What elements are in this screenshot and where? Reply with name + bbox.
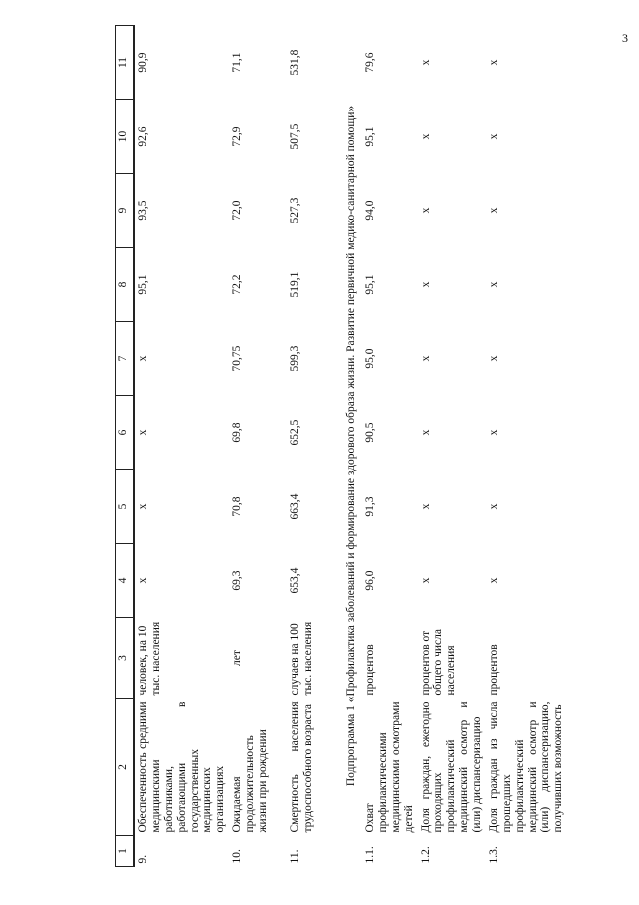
value-cell: х <box>419 207 432 214</box>
row-number: 1.3. <box>487 846 500 864</box>
value-cell: х <box>137 355 149 362</box>
value-cell: х <box>419 281 432 288</box>
value-cell: 72,2 <box>231 274 244 295</box>
subprogram-title: Подпрограмма 1 «Профилактика заболеваний и формирование здорового образа жизни. Развитие первичной медико-санитарной помощи» <box>345 105 358 787</box>
subprogram-heading-row <box>341 26 362 867</box>
table-row <box>229 26 287 867</box>
value-cell: 652,5 <box>289 419 302 446</box>
column-number: 1 <box>116 836 135 867</box>
row-number: 1.1. <box>364 846 376 864</box>
value-cell: 94,0 <box>364 200 376 221</box>
value-cell: х <box>487 59 500 66</box>
column-number: 8 <box>116 248 135 322</box>
row-number: 10. <box>231 849 244 864</box>
table-row <box>362 26 418 867</box>
unit: процентов <box>364 644 376 696</box>
indicator-name: Доля граждан, ежегодно проходящих профилактический медицинский осмотр и (или) диспансеризацию <box>419 701 483 833</box>
value-cell: 527,3 <box>289 197 302 224</box>
unit: лет <box>231 650 244 666</box>
unit: процентов от общего числа населения <box>419 628 458 696</box>
value-cell: 90,9 <box>137 52 149 73</box>
value-cell: 599,3 <box>289 345 302 372</box>
indicators-table <box>115 25 567 867</box>
unit: человек, на 10 тыс. населения <box>137 621 162 696</box>
indicator-name: Охват профилактическими медицинскими осмотрами детей <box>364 701 415 833</box>
value-cell: х <box>137 429 149 436</box>
table-row <box>287 26 341 867</box>
page-number: 3 <box>622 31 628 45</box>
value-cell: 72,9 <box>231 126 244 147</box>
value-cell: 663,4 <box>289 493 302 520</box>
value-cell: 72,0 <box>231 200 244 221</box>
unit: случаев на 100 тыс. населения <box>289 621 314 696</box>
row-number: 9. <box>137 854 149 864</box>
table-row <box>134 26 229 867</box>
value-cell: х <box>419 429 432 436</box>
table-row <box>486 26 567 867</box>
value-cell: х <box>487 355 500 362</box>
value-cell: х <box>487 503 500 510</box>
value-cell: 90,5 <box>364 422 376 443</box>
value-cell: 79,6 <box>364 52 376 73</box>
value-cell: 93,5 <box>137 200 149 221</box>
value-cell: х <box>419 355 432 362</box>
value-cell: 91,3 <box>364 496 376 517</box>
indicator-name: Смертность населения трудоспособного возраста <box>289 701 314 833</box>
indicator-name: Ожидаемая продолжительность жизни при рождении <box>231 729 269 833</box>
unit: процентов <box>487 644 500 696</box>
value-cell: 519,1 <box>289 271 302 298</box>
value-cell: х <box>419 59 432 66</box>
indicator-name: Обеспеченность средними медицинскими работниками, работающими в государственных медицинских организациях <box>137 701 227 833</box>
value-cell: х <box>137 577 149 584</box>
column-number: 11 <box>116 26 135 100</box>
column-number: 7 <box>116 322 135 396</box>
value-cell: 70,75 <box>231 345 244 372</box>
value-cell: х <box>487 577 500 584</box>
value-cell: 92,6 <box>137 126 149 147</box>
value-cell: 95,1 <box>137 274 149 295</box>
column-number-row <box>116 26 135 867</box>
column-number: 2 <box>116 699 135 836</box>
indicator-name: Доля граждан из числа прошедших профилактический медицинский осмотр и (или) диспансеризацию, получивших возможность <box>487 701 565 833</box>
value-cell: х <box>487 133 500 140</box>
table-row <box>418 26 486 867</box>
value-cell: х <box>419 503 432 510</box>
value-cell: 69,8 <box>231 422 244 443</box>
value-cell: х <box>419 577 432 584</box>
value-cell: х <box>487 281 500 288</box>
value-cell: 95,1 <box>364 126 376 147</box>
column-number: 3 <box>116 618 135 699</box>
value-cell: 96,0 <box>364 570 376 591</box>
row-number: 1.2. <box>419 846 432 864</box>
value-cell: 70,8 <box>231 496 244 517</box>
column-number: 6 <box>116 396 135 470</box>
column-number: 9 <box>116 174 135 248</box>
value-cell: 531,8 <box>289 49 302 76</box>
value-cell: 95,1 <box>364 274 376 295</box>
value-cell: 71,1 <box>231 52 244 73</box>
column-number: 5 <box>116 470 135 544</box>
value-cell: х <box>137 503 149 510</box>
value-cell: 95,0 <box>364 348 376 369</box>
value-cell: х <box>487 429 500 436</box>
value-cell: 653,4 <box>289 567 302 594</box>
row-number: 11. <box>289 849 302 864</box>
column-number: 4 <box>116 544 135 618</box>
value-cell: 69,3 <box>231 570 244 591</box>
value-cell: х <box>419 133 432 140</box>
value-cell: х <box>487 207 500 214</box>
rotated-page-content <box>115 25 565 867</box>
value-cell: 507,5 <box>289 123 302 150</box>
column-number: 10 <box>116 100 135 174</box>
